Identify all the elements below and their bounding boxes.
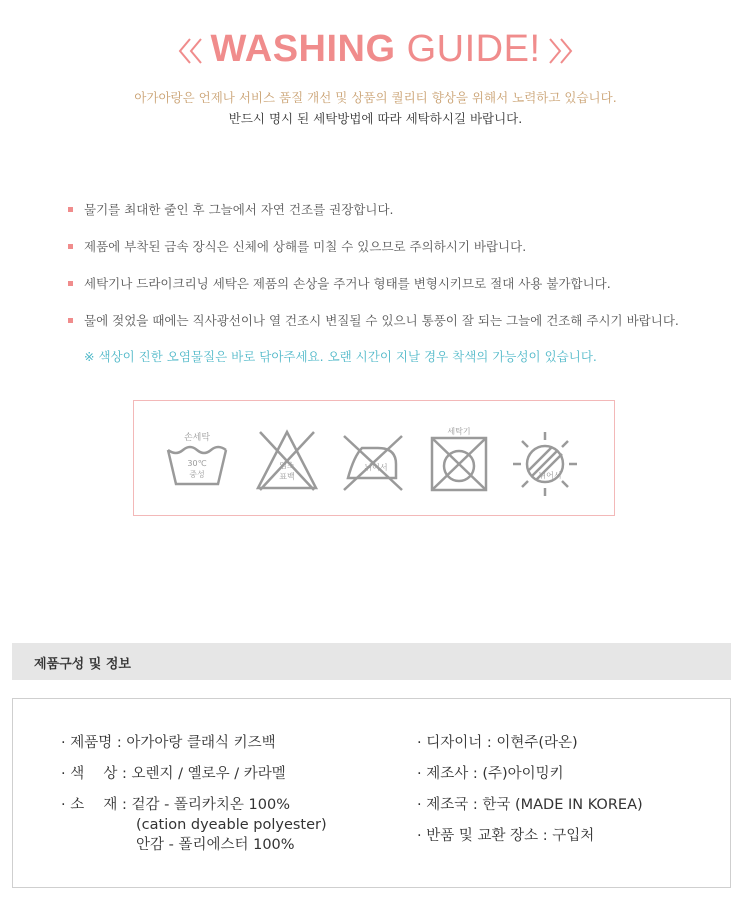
machine-label: 세탁기: [447, 427, 471, 436]
no-sun-dry-icon: [510, 426, 580, 496]
washing-guide-title: [0, 28, 751, 71]
care-symbols-box: [133, 400, 615, 516]
square-bullet-icon: [68, 318, 73, 323]
detergent-label: 중성: [189, 470, 205, 479]
bleach-label-1: 염소: [279, 461, 295, 470]
guide-text: 세탁기나 드라이크리닝 세탁은 제품의 손상을 주거나 형태를 변형시키므로 절대 사용 불가합니다.: [84, 276, 611, 291]
product-name-row: · 제품명 : 아가아랑 클래식 키즈백: [61, 735, 276, 751]
return-place-row: · 반품 및 교환 장소 : 구입처: [417, 828, 595, 844]
square-bullet-icon: [68, 207, 73, 212]
material-row: · 소 재 : 겉감 - 폴리카치온 100%: [61, 797, 291, 813]
stain-note: ※ 색상이 진한 오염물질은 바로 닦아주세요. 오랜 시간이 지날 경우 착색의 가능성이 있습니다.: [84, 349, 597, 364]
designer-row: · 디자이너 : 이현주(라온): [417, 735, 578, 751]
hand-wash-icon: [162, 426, 232, 496]
title-bold: WASHING: [210, 28, 396, 70]
title-light: GUIDE!: [406, 28, 541, 70]
subtitle-2: 반드시 명시 된 세탁방법에 따라 세탁하시길 바랍니다.: [228, 111, 523, 126]
no-bleach-icon: [252, 426, 322, 496]
washing-guide-list: [68, 200, 679, 348]
country-row: · 제조국 : 한국 (MADE IN KOREA): [417, 797, 643, 813]
list-item: [68, 311, 679, 348]
list-item: [68, 237, 679, 274]
double-chevron-right-icon: [545, 36, 575, 66]
temperature-label: 30℃: [187, 459, 207, 468]
material-cont-2: 안감 - 폴리에스터 100%: [136, 837, 295, 853]
bleach-label-2: 표백: [279, 472, 295, 481]
square-bullet-icon: [68, 244, 73, 249]
info-left-column: [61, 733, 327, 855]
section-title: 제품구성 및 정보: [34, 657, 131, 672]
subtitle: 아가아랑은 언제나 서비스 품질 개선 및 상품의 퀄리티 향상을 위해서 노력하고 있습니다.: [134, 90, 617, 105]
square-bullet-icon: [68, 281, 73, 286]
sun-label: 뉘어서: [538, 471, 562, 480]
color-row: · 색 상 : 오렌지 / 옐로우 / 카라멜: [61, 766, 286, 782]
double-chevron-left-icon: [176, 36, 206, 66]
hand-wash-label: 손세탁: [183, 433, 211, 443]
material-cont-1: (cation dyeable polyester): [136, 817, 327, 833]
manufacturer-row: · 제조사 : (주)아이밍키: [417, 766, 564, 782]
guide-text: 물에 젖었을 때에는 직사광선이나 열 건조시 변질될 수 있으니 통풍이 잘 되는 그늘에 건조해 주시기 바랍니다.: [84, 313, 679, 328]
product-info-box: [12, 698, 731, 888]
guide-text: 물기를 최대한 줄인 후 그늘에서 자연 건조를 권장합니다.: [84, 202, 394, 217]
list-item: [68, 200, 679, 237]
iron-label: 뉘어서: [364, 463, 388, 472]
no-iron-icon: [338, 426, 408, 496]
product-info-header: [12, 643, 731, 680]
no-machine-wash-icon: [424, 426, 494, 496]
info-right-column: [417, 733, 643, 857]
list-item: [68, 274, 679, 311]
guide-text: 제품에 부착된 금속 장식은 신체에 상해를 미칠 수 있으므로 주의하시기 바랍니다.: [84, 239, 527, 254]
